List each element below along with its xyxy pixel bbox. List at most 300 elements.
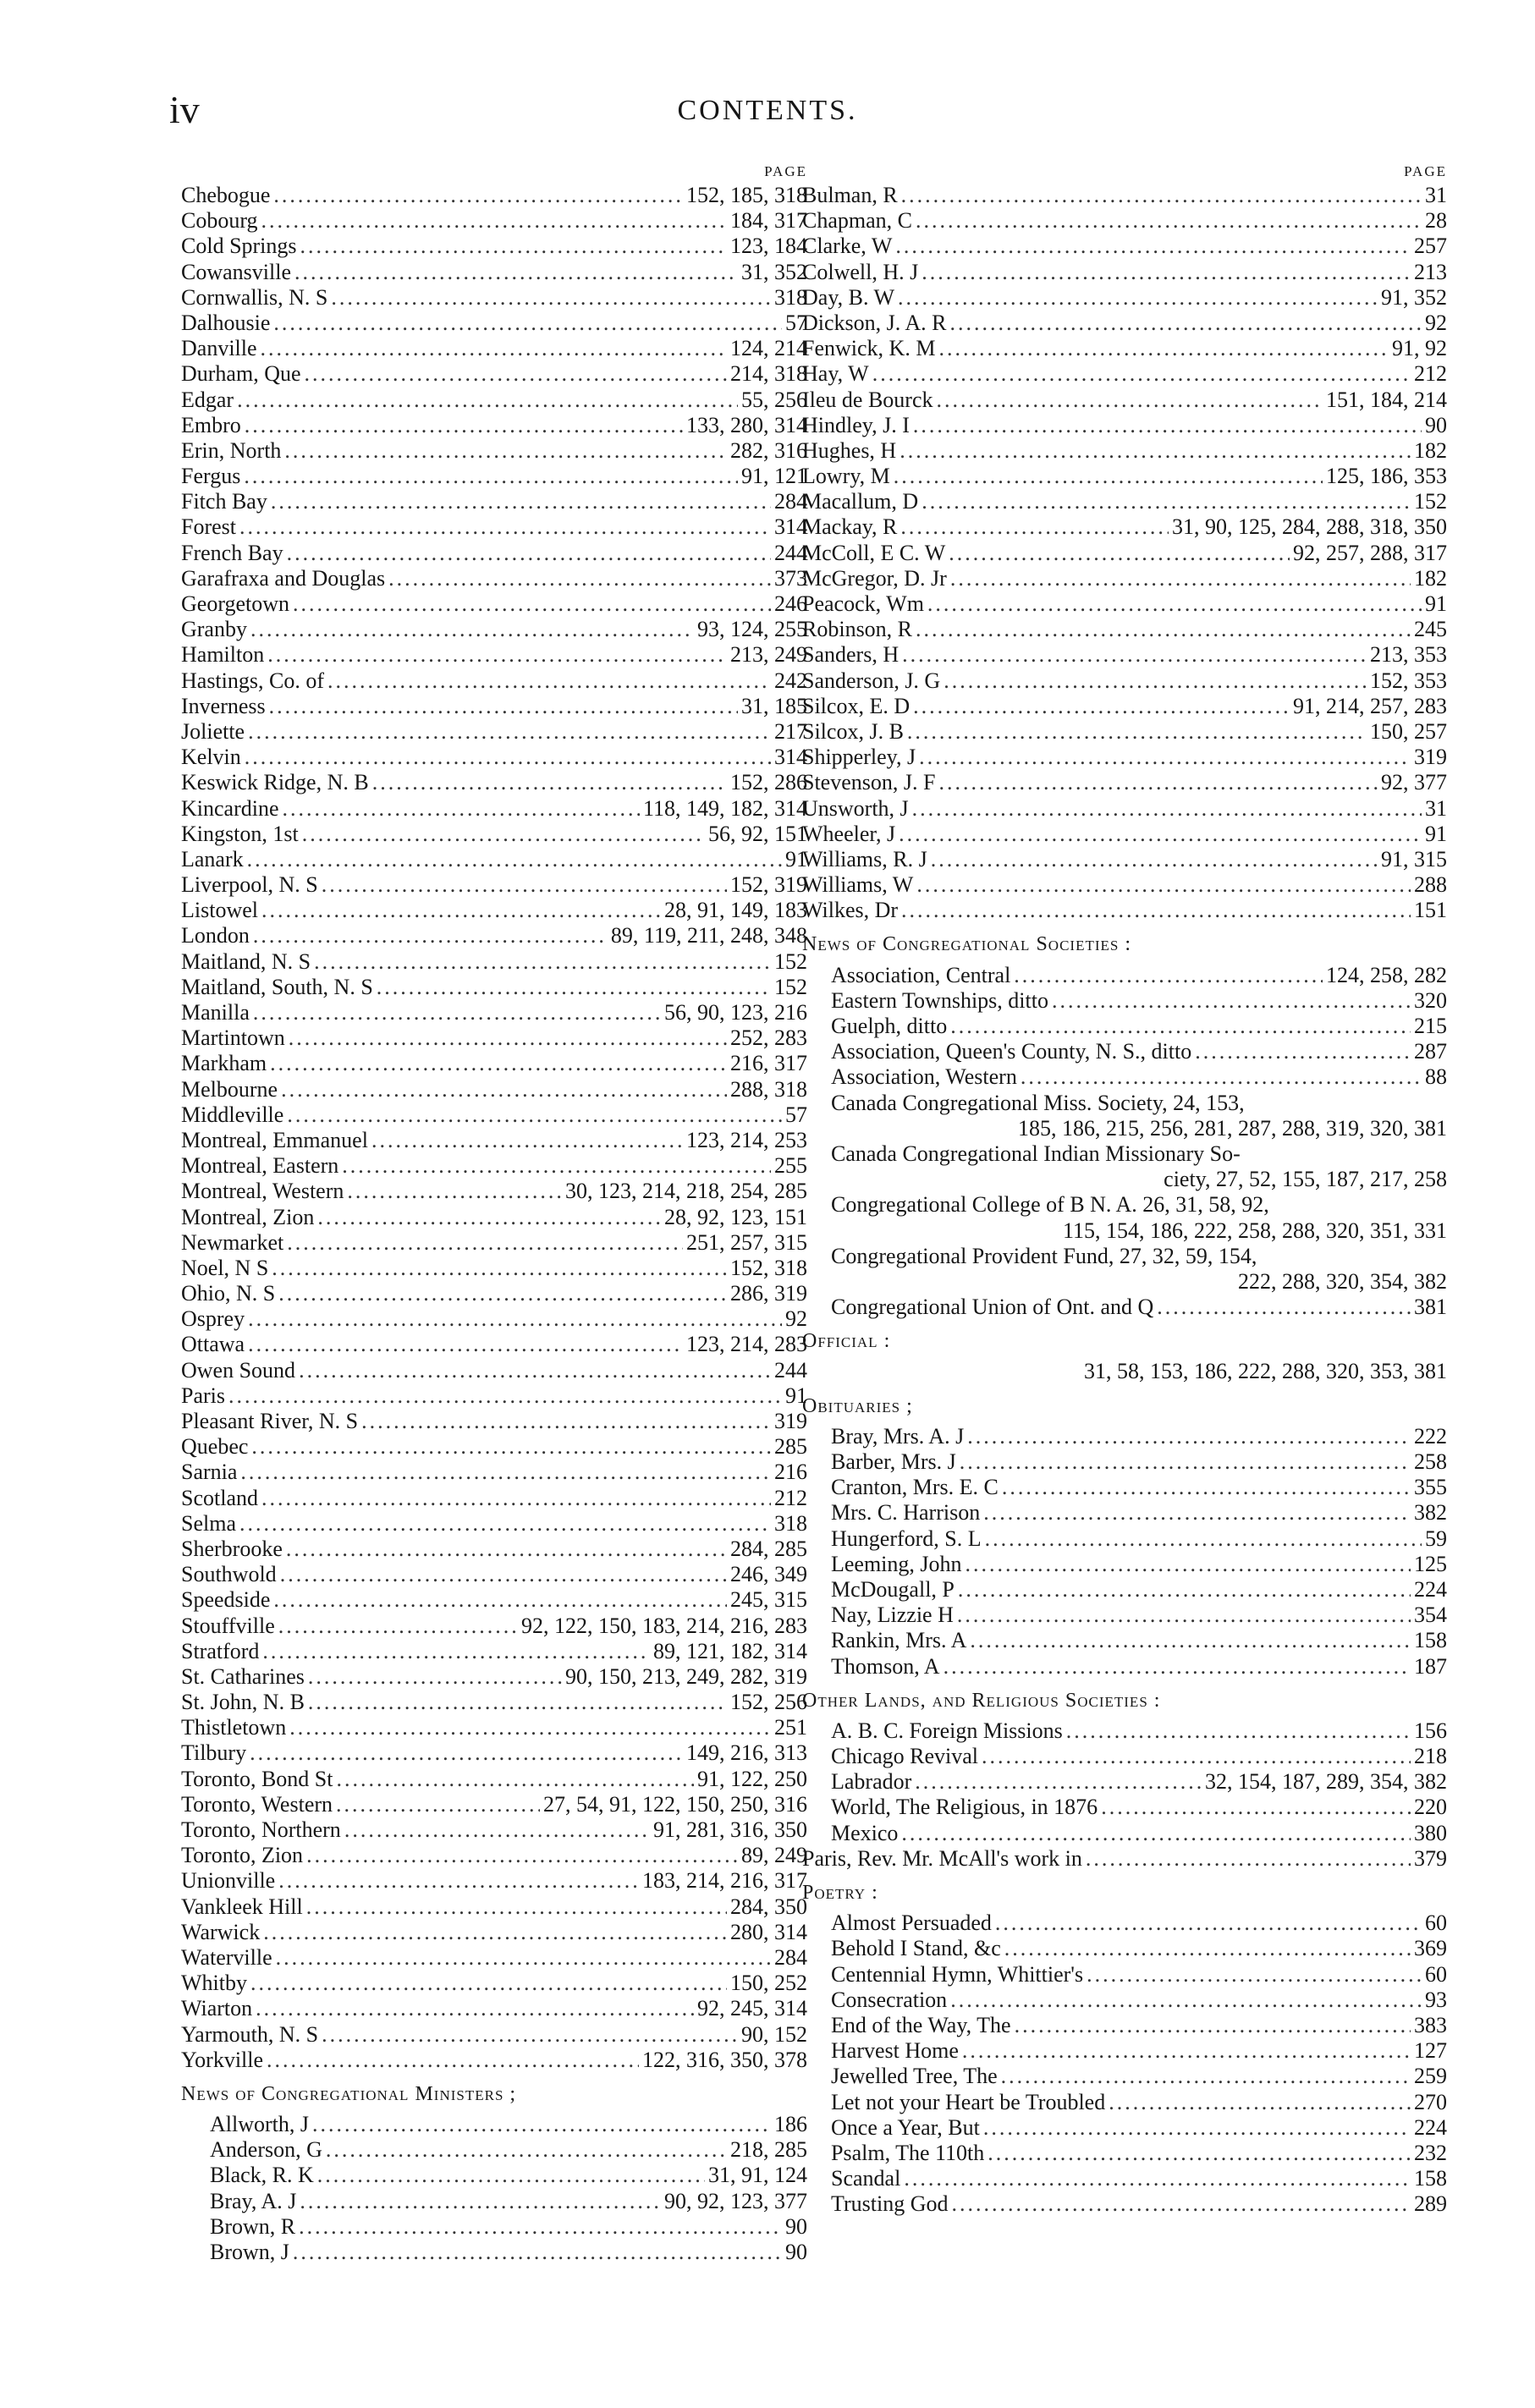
dot-leader [253, 1000, 661, 1025]
entry-name: Hughes, H [802, 437, 897, 463]
entry-name: Harvest Home [831, 2038, 959, 2064]
toc-entry [181, 872, 807, 898]
toc-entry [181, 617, 807, 642]
dot-leader [944, 668, 1367, 694]
entry-name: Yarmouth, N. S [181, 2021, 319, 2047]
entry-pages: 245 [1414, 617, 1447, 642]
entry-pages: 244 [774, 1357, 807, 1383]
entry-pages: 92, 122, 150, 183, 214, 216, 283 [521, 1613, 807, 1638]
entry-name: Toronto, Western [181, 1791, 333, 1817]
entry-pages: 152, 319 [730, 872, 807, 898]
entry-pages: 246 [774, 591, 807, 616]
dot-leader [944, 1654, 1411, 1680]
entry-name: Manilla [181, 1000, 250, 1025]
dot-leader [278, 1614, 518, 1639]
dot-leader [927, 591, 1422, 617]
dot-leader [299, 1358, 771, 1383]
entry-name: McDougall, P [831, 1576, 955, 1602]
dot-leader [1087, 1962, 1422, 1987]
dot-leader [240, 1460, 771, 1485]
entry-name: Canada Congregational Miss. Society, 24, 153, [831, 1090, 1245, 1115]
entry-pages: 152, 185, 318 [686, 183, 807, 207]
entry-name: Congregational College of B N. A. 26, 31, 58, 92, [831, 1192, 1269, 1218]
toc-entry [802, 591, 1447, 617]
entry-name: Joliette [181, 718, 245, 744]
entry-pages: 379 [1414, 1845, 1447, 1871]
dot-leader [1157, 1295, 1411, 1320]
dot-leader [271, 489, 771, 514]
toc-entry [181, 1690, 807, 1715]
entry-name: Paris [181, 1383, 225, 1408]
entry-pages: 92, 257, 288, 317 [1293, 540, 1447, 565]
toc-entry [802, 1744, 1447, 1769]
entry-pages: 31 [1425, 183, 1447, 207]
toc-entry [181, 1511, 807, 1537]
dot-leader [916, 208, 1422, 234]
entry-name: Noel, N S [181, 1255, 269, 1280]
entry-name: Peacock, Wm [802, 591, 924, 616]
dot-leader [982, 1744, 1411, 1769]
entry-pages: 123, 214, 253 [686, 1127, 807, 1152]
dot-leader [970, 1628, 1411, 1653]
dot-leader [1109, 2090, 1411, 2115]
entry-name: End of the Way, The [831, 2012, 1011, 2037]
entry-pages: 90 [1425, 412, 1447, 437]
entry-pages: 122, 316, 350, 378 [642, 2047, 807, 2072]
toc-entry [181, 1205, 807, 1230]
entry-name: Stratford [181, 1638, 260, 1663]
dot-leader [300, 2189, 661, 2214]
entry-name: Cowansville [181, 259, 291, 284]
toc-entry [181, 1256, 807, 1281]
toc-entry [181, 1000, 807, 1025]
toc-entry [802, 2038, 1447, 2064]
dot-leader [281, 1077, 727, 1102]
dot-leader [915, 1769, 1202, 1795]
toc-entry [802, 2115, 1447, 2141]
entry-name: Chebogue [181, 183, 271, 207]
toc-entry [802, 898, 1447, 923]
entry-name: Ohio, N. S [181, 1281, 276, 1306]
entry-name: Quebec [181, 1434, 249, 1460]
page-header [0, 85, 1535, 135]
entry-pages: 380 [1414, 1820, 1447, 1845]
dot-leader [904, 2166, 1411, 2191]
dot-leader [898, 285, 1378, 311]
entry-name: Osprey [181, 1306, 245, 1332]
entry-name: Association, Western [831, 1064, 1017, 1090]
entry-name: Fitch Bay [181, 489, 267, 514]
toc-entry [802, 1718, 1447, 1744]
entry-name: Cold Springs [181, 234, 297, 259]
entry-pages: 151 [1414, 898, 1447, 923]
entry-pages: 124, 214 [730, 336, 807, 361]
entry-pages: 89, 119, 211, 248, 348 [610, 923, 807, 948]
toc-entry [802, 1091, 1447, 1116]
dot-leader [280, 1562, 727, 1587]
dot-leader [336, 1792, 540, 1817]
page-number: iv [169, 88, 200, 131]
dot-leader [273, 183, 683, 208]
entry-name: Bulman, R [802, 183, 898, 207]
toc-entry [181, 2163, 807, 2188]
toc-entry [802, 285, 1447, 311]
dot-leader [289, 1715, 771, 1740]
dot-leader [248, 1306, 782, 1332]
dot-leader [372, 770, 727, 795]
entry-pages: 150, 252 [730, 1971, 807, 1996]
entry-pages: 287 [1414, 1039, 1447, 1064]
entry-pages: 270 [1414, 2089, 1447, 2114]
entry-name: Psalm, The 110th [831, 2140, 985, 2165]
dot-leader [278, 1868, 639, 1894]
entry-pages: 217 [774, 718, 807, 744]
entry-name: Newmarket [181, 1229, 284, 1255]
entry-pages: 218, 285 [730, 2137, 807, 2163]
entry-pages: 124, 258, 282 [1326, 962, 1447, 987]
entry-name: Rankin, Mrs. A [831, 1628, 967, 1653]
entry-name: Selma [181, 1510, 236, 1536]
entry-pages: 318 [774, 1510, 807, 1536]
dot-leader [331, 285, 771, 311]
entry-pages: 284, 350 [730, 1894, 807, 1919]
entry-pages: 133, 280, 314 [686, 412, 807, 437]
toc-entry [802, 1014, 1447, 1039]
entry-name: Mexico [831, 1820, 899, 1845]
dot-leader [269, 694, 738, 719]
entry-name: Kincardine [181, 795, 279, 821]
entry-name: Guelph, ditto [831, 1014, 948, 1038]
entry-pages: 152, 318 [730, 1255, 807, 1280]
dot-leader [287, 1230, 683, 1256]
entry-pages: 55, 256 [741, 387, 807, 412]
entry-pages: 92 [1425, 310, 1447, 335]
page-column-label: PAGE [1404, 163, 1447, 179]
entry-pages: 282, 316 [730, 437, 807, 463]
toc-entry [802, 1039, 1447, 1064]
toc-entry [802, 1987, 1447, 2013]
toc-entry [802, 1424, 1447, 1449]
toc-entry [181, 1230, 807, 1256]
toc-entry [181, 1920, 807, 1945]
toc-entry [802, 2166, 1447, 2191]
dot-leader [950, 1987, 1422, 2013]
dot-leader [308, 1664, 562, 1690]
dot-leader [1195, 1039, 1411, 1064]
entry-name: Durham, Que [181, 361, 301, 387]
dot-leader [377, 975, 771, 1000]
entry-pages: 212 [1414, 361, 1447, 387]
dot-leader [256, 1996, 694, 2021]
entry-name: Sanderson, J. G [802, 668, 941, 693]
entry-pages: 213, 353 [1370, 642, 1447, 668]
dot-leader [270, 1051, 727, 1076]
dot-leader [347, 1179, 562, 1204]
dot-leader [239, 1511, 771, 1537]
dot-leader [901, 183, 1422, 208]
entry-name: Chicago Revival [831, 1744, 979, 1769]
entry-name: Melbourne [181, 1076, 278, 1102]
entry-name: Thomson, A [831, 1653, 940, 1679]
entry-pages: 90, 152 [741, 2021, 807, 2047]
entry-pages: 92, 245, 314 [697, 1996, 807, 2021]
toc-entry [181, 1639, 807, 1664]
entry-pages: 56, 92, 151 [708, 821, 807, 846]
toc-entry [181, 1051, 807, 1076]
entry-pages: 284 [774, 1944, 807, 1970]
entry-name: Almost Persuaded [831, 1910, 992, 1936]
entry-name: Ottawa [181, 1332, 245, 1357]
dot-leader [248, 719, 771, 745]
ministers-list [181, 2112, 807, 2265]
toc-entry [802, 694, 1447, 719]
toc-entry [802, 847, 1447, 872]
ministers-list-continued [802, 183, 1447, 923]
toc-entry [802, 311, 1447, 336]
entry-pages: 90 [785, 2213, 807, 2239]
entry-name: St. John, N. B [181, 1690, 305, 1715]
entry-pages: 149, 216, 313 [686, 1740, 807, 1766]
toc-entry [802, 514, 1447, 540]
toc-entry [802, 822, 1447, 847]
section-heading-ministers: News of Congregational Ministers ; [181, 2082, 517, 2105]
dot-leader [267, 2048, 639, 2073]
toc-entry [181, 413, 807, 438]
toc-entry [802, 1475, 1447, 1500]
entry-pages: 289 [1414, 2191, 1447, 2217]
entry-pages: 31, 58, 153, 186, 222, 288, 320, 353, 381 [1084, 1359, 1447, 1384]
dot-leader [962, 2038, 1411, 2064]
dot-leader [245, 745, 771, 770]
toc-entry [181, 514, 807, 540]
toc-entry [181, 822, 807, 847]
entry-name: St. Catharines [181, 1663, 305, 1689]
section-heading-societies: News of Congregational Societies : [802, 933, 1131, 956]
entry-name: Speedside [181, 1587, 271, 1613]
entry-pages: 28 [1425, 208, 1447, 234]
entry-pages: 152, 256 [730, 1690, 807, 1715]
entry-pages: 213 [1414, 259, 1447, 284]
entry-pages: 245, 315 [730, 1587, 807, 1613]
entry-name: Fenwick, K. M [802, 336, 936, 361]
entry-name: Silcox, J. B [802, 718, 904, 744]
entry-pages: 91, 92 [1392, 336, 1447, 361]
entry-pages: 216, 317 [730, 1051, 807, 1076]
entry-pages: 186 [774, 2112, 807, 2137]
entry-name: Thistletown [181, 1715, 287, 1740]
entry-name: Once a Year, But [831, 2114, 980, 2140]
entry-name: World, The Religious, in 1876 [831, 1795, 1098, 1820]
toc-entry [181, 1179, 807, 1204]
entry-pages: 91 [1425, 821, 1447, 846]
toc-entry [802, 2090, 1447, 2115]
entry-name: Waterville [181, 1944, 272, 1970]
entry-name: Unionville [181, 1868, 276, 1894]
entry-name: Kingston, 1st [181, 821, 299, 846]
dot-leader [983, 2115, 1411, 2141]
toc-entry [802, 1167, 1447, 1192]
toc-entry [802, 1500, 1447, 1526]
entry-name: Wheeler, J [802, 821, 896, 846]
toc-entry [181, 1894, 807, 1920]
toc-entry [181, 438, 807, 464]
right-column [802, 162, 1447, 2217]
dot-leader [912, 796, 1422, 822]
entry-name: Clarke, W [802, 234, 893, 259]
toc-entry [181, 796, 807, 822]
toc-entry [181, 1537, 807, 1562]
entry-pages: 152, 353 [1370, 668, 1447, 693]
entry-pages: 151, 184, 214 [1326, 387, 1447, 412]
entry-name: Nay, Lizzie H [831, 1603, 954, 1628]
dot-leader [361, 1409, 771, 1434]
entry-pages: 31, 91, 124 [708, 2163, 807, 2188]
entry-pages: 255 [774, 1153, 807, 1179]
dot-leader [263, 1920, 727, 1945]
page-title: CONTENTS. [677, 95, 858, 126]
toc-entry [181, 694, 807, 719]
toc-entry [802, 388, 1447, 413]
toc-entry [181, 1767, 807, 1792]
entry-pages: 214, 318 [730, 361, 807, 387]
dot-leader [916, 872, 1411, 898]
dot-leader [237, 388, 738, 413]
dot-leader [306, 1843, 738, 1868]
dot-leader [286, 1537, 727, 1562]
dot-leader [949, 311, 1422, 336]
toc-entry [181, 2189, 807, 2214]
toc-entry [802, 1141, 1447, 1167]
entry-pages: 91, 352 [1381, 284, 1447, 310]
toc-entry [802, 1269, 1447, 1295]
dot-leader [262, 1639, 650, 1664]
dot-leader [261, 208, 727, 234]
entry-pages: 152 [774, 948, 807, 974]
entry-pages: 156 [1414, 1718, 1447, 1743]
entry-name: Unsworth, J [802, 795, 909, 821]
entry-name: Trusting God [831, 2191, 949, 2217]
entry-pages: 318 [774, 284, 807, 310]
entry-pages: 182 [1414, 565, 1447, 591]
toc-entry [181, 1740, 807, 1766]
dot-leader [957, 1603, 1411, 1628]
entry-name: Stouffville [181, 1613, 275, 1638]
entry-pages: 242 [774, 668, 807, 693]
entry-pages: 182 [1414, 437, 1447, 463]
entry-name: Jewelled Tree, The [831, 2064, 998, 2089]
toc-entry [802, 1449, 1447, 1475]
entry-name: Georgetown [181, 591, 290, 616]
entry-pages: 28, 91, 149, 183 [664, 898, 807, 923]
toc-entry [181, 336, 807, 361]
toc-entry [181, 489, 807, 514]
toc-entry [181, 1587, 807, 1613]
entry-pages: 244 [774, 540, 807, 565]
entry-pages: 60 [1425, 1910, 1447, 1936]
toc-entry [181, 2112, 807, 2137]
toc-entry [181, 208, 807, 234]
page-column-label: PAGE [764, 163, 807, 179]
toc-entry [181, 1971, 807, 1996]
dot-leader [1021, 1064, 1422, 1090]
dot-leader [284, 438, 727, 464]
entry-name: Edgar [181, 387, 234, 412]
toc-entry [802, 413, 1447, 438]
entry-pages: 222 [1414, 1423, 1447, 1449]
entry-name: Martintown [181, 1025, 285, 1051]
toc-entry [802, 1577, 1447, 1603]
dot-leader [985, 1526, 1422, 1552]
entry-name: Ileu de Bourck [802, 387, 933, 412]
entry-pages: 123, 214, 283 [686, 1332, 807, 1357]
entry-name: Cobourg [181, 208, 258, 234]
entry-pages: 90, 150, 213, 249, 282, 319 [565, 1663, 807, 1689]
dot-leader [326, 2137, 727, 2163]
entry-name: Silcox, E. D [802, 693, 911, 718]
entry-pages: 288 [1414, 872, 1447, 898]
entry-name: Scandal [831, 2166, 901, 2191]
entry-pages: 91, 121 [741, 464, 807, 489]
toc-entry [802, 234, 1447, 259]
dot-leader [293, 591, 771, 617]
entry-pages: 91 [785, 1383, 807, 1408]
dot-leader [251, 1434, 771, 1460]
dot-leader [899, 822, 1422, 847]
entry-pages: 150, 257 [1370, 718, 1447, 744]
entry-name: Wiarton [181, 1996, 253, 2021]
entry-pages: 152, 286 [730, 770, 807, 795]
entry-pages: 59 [1425, 1526, 1447, 1551]
toc-entry [181, 923, 807, 948]
dot-leader [1086, 1846, 1411, 1872]
entry-pages: 320 [1414, 987, 1447, 1013]
entry-name: Maitland, N. S [181, 948, 311, 974]
toc-entry [181, 719, 807, 745]
toc-entry [181, 1868, 807, 1894]
dot-leader [371, 1128, 683, 1153]
dot-leader [931, 847, 1378, 872]
dot-leader [250, 1971, 727, 1996]
dot-leader [344, 1817, 650, 1843]
entry-pages: 232 [1414, 2140, 1447, 2165]
dot-leader [919, 745, 1411, 770]
entry-pages: 213, 249 [730, 642, 807, 668]
left-column [181, 162, 807, 2265]
entry-name: Dalhousie [181, 310, 271, 335]
entry-name: Keswick Ridge, N. B [181, 770, 369, 795]
toc-entry [802, 1628, 1447, 1653]
entry-name: Whitby [181, 1971, 247, 1996]
entry-name: Middleville [181, 1102, 284, 1127]
toc-entry [802, 1295, 1447, 1320]
dot-leader [248, 1332, 683, 1357]
entry-name: Day, B. W [802, 284, 895, 310]
dot-leader [872, 361, 1411, 387]
dot-leader [988, 2141, 1411, 2166]
dot-leader [1015, 2013, 1411, 2038]
entry-pages: 30, 123, 214, 218, 254, 285 [565, 1179, 807, 1204]
official-pages [802, 1359, 1447, 1384]
entry-name: Colwell, H. J [802, 259, 919, 284]
toc-entry [181, 1843, 807, 1868]
dot-leader [913, 413, 1422, 438]
toc-entry [802, 1218, 1447, 1244]
dot-leader [261, 898, 661, 923]
dot-leader [272, 1256, 727, 1281]
entry-pages: 284, 285 [730, 1536, 807, 1561]
section-heading-official: Official : [802, 1330, 891, 1353]
toc-entry [802, 1962, 1447, 1987]
